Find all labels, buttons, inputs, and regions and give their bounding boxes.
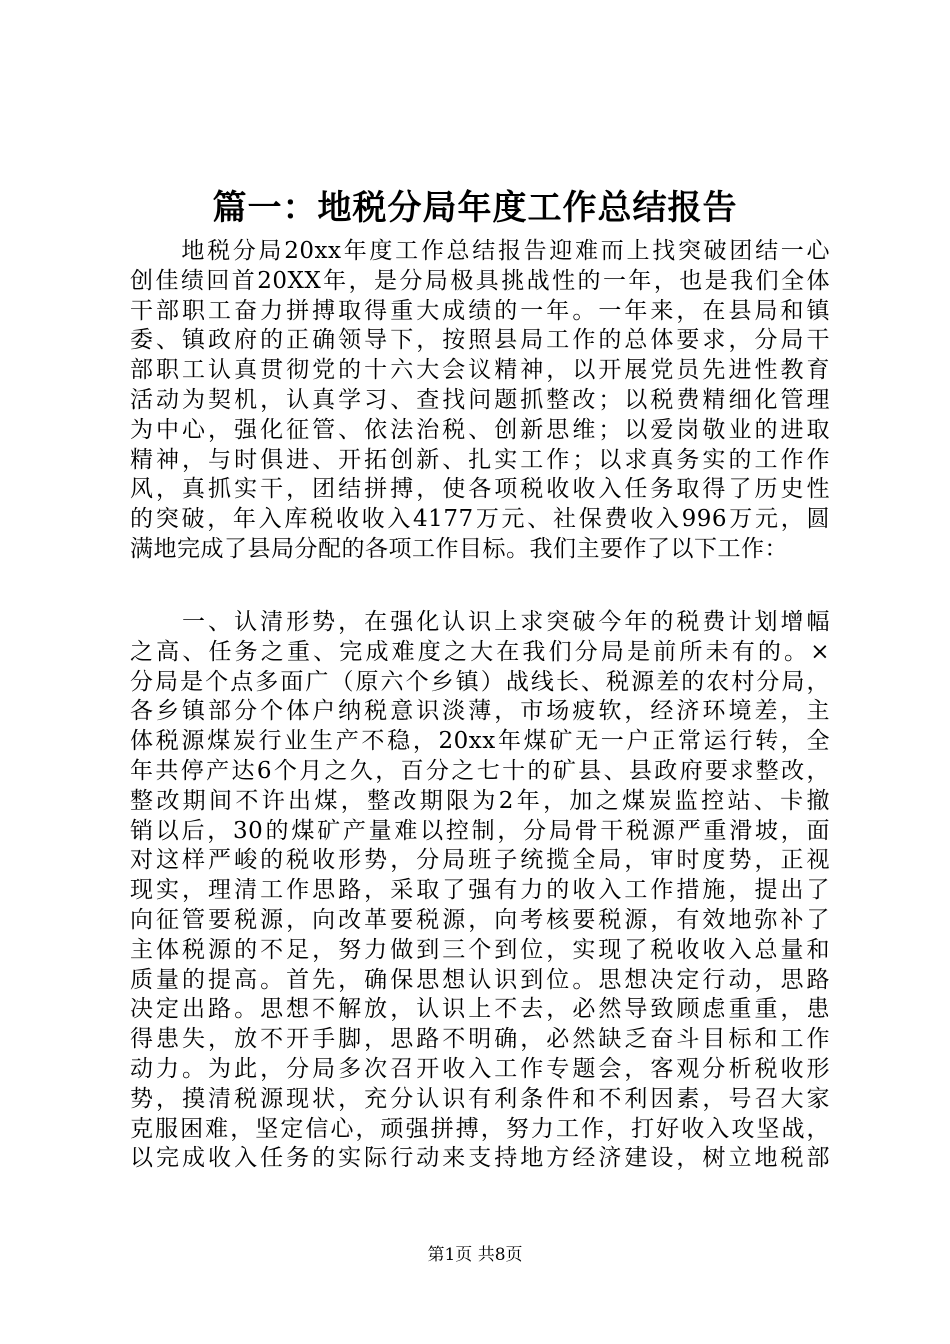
paragraph-line: 决定出路。思想不解放，认识上不去，必然导致顾虑重重，患	[130, 996, 830, 1023]
paragraph-line: 各乡镇部分个体户纳税意识淡薄，市场疲软，经济环境差，主	[130, 698, 830, 725]
paragraph-line: 对这样严峻的税收形势，分局班子统揽全局，审时度势，正视	[130, 847, 830, 874]
paragraph-line: 为中心，强化征管、依法治税、创新思维；以爱岗敬业的进取	[130, 416, 830, 443]
paragraph-line: 质量的提高。首先，确保思想认识到位。思想决定行动，思路	[130, 966, 830, 993]
paragraph-line: 的突破，年入库税收收入4177万元、社保费收入996万元，圆	[130, 506, 830, 533]
paragraph-line: 得患失，放不开手脚，思路不明确，必然缺乏奋斗目标和工作	[130, 1026, 830, 1053]
paragraph-line: 干部职工奋力拼搏取得重大成绩的一年。一年来，在县局和镇	[130, 297, 830, 324]
paragraph-line: 向征管要税源，向改革要税源，向考核要税源，有效地弥补了	[130, 906, 830, 933]
paragraph-line: 分局是个点多面广（原六个乡镇）战线长、税源差的农村分局，	[130, 668, 830, 695]
paragraph-line: 年共停产达6个月之久，百分之七十的矿县、县政府要求整改，	[130, 757, 830, 784]
paragraph-line: 势，摸清税源现状，充分认识有利条件和不利因素，号召大家	[130, 1085, 830, 1112]
paragraph-line: 现实，理清工作思路，采取了强有力的收入工作措施，提出了	[130, 877, 830, 904]
paragraph-line: 动力。为此，分局多次召开收入工作专题会，客观分析税收形	[130, 1055, 830, 1082]
paragraph-line: 以完成收入任务的实际行动来支持地方经济建设，树立地税部	[130, 1145, 830, 1172]
paragraph-1	[130, 237, 830, 565]
paragraph-line: 部职工认真贯彻党的十六大会议精神，以开展党员先进性教育	[130, 357, 830, 384]
paragraph-line: 销以后，30的煤矿产量难以控制，分局骨干税源严重滑坡，面	[130, 817, 830, 844]
page-number-footer: 第1页 共8页	[427, 1245, 523, 1265]
paragraph-line: 地税分局20xx年度工作总结报告迎难而上找突破团结一心	[130, 238, 830, 264]
paragraph-line: 创佳绩回首20XX年，是分局极具挑战性的一年，也是我们全体	[130, 267, 830, 294]
document-title: 篇一：地税分局年度工作总结报告	[212, 188, 738, 228]
paragraph-line: 整改期间不许出煤，整改期限为2年，加之煤炭监控站、卡撤	[130, 787, 830, 814]
paragraph-line: 之高、任务之重、完成难度之大在我们分局是前所未有的。×	[130, 638, 830, 665]
paragraph-line: 体税源煤炭行业生产不稳，20xx年煤矿无一户正常运行转，全	[130, 728, 830, 755]
paragraph-line: 风，真抓实干，团结拼搏，使各项税收收入任务取得了历史性	[130, 476, 830, 503]
paragraph-line: 主体税源的不足，努力做到三个到位，实现了税收收入总量和	[130, 936, 830, 963]
paragraph-2	[130, 608, 830, 1174]
paragraph-line: 精神，与时俱进、开拓创新、扎实工作；以求真务实的工作作	[130, 446, 830, 473]
paragraph-line: 活动为契机，认真学习、查找问题抓整改；以税费精细化管理	[130, 386, 830, 413]
paragraph-line: 一、认清形势，在强化认识上求突破今年的税费计划增幅	[130, 609, 830, 635]
paragraph-line: 满地完成了县局分配的各项工作目标。我们主要作了以下工作：	[130, 535, 788, 562]
paragraph-line: 克服困难，坚定信心，顽强拼搏，努力工作，打好收入攻坚战，	[130, 1115, 830, 1142]
paragraph-line: 委、镇政府的正确领导下，按照县局工作的总体要求，分局干	[130, 327, 830, 354]
